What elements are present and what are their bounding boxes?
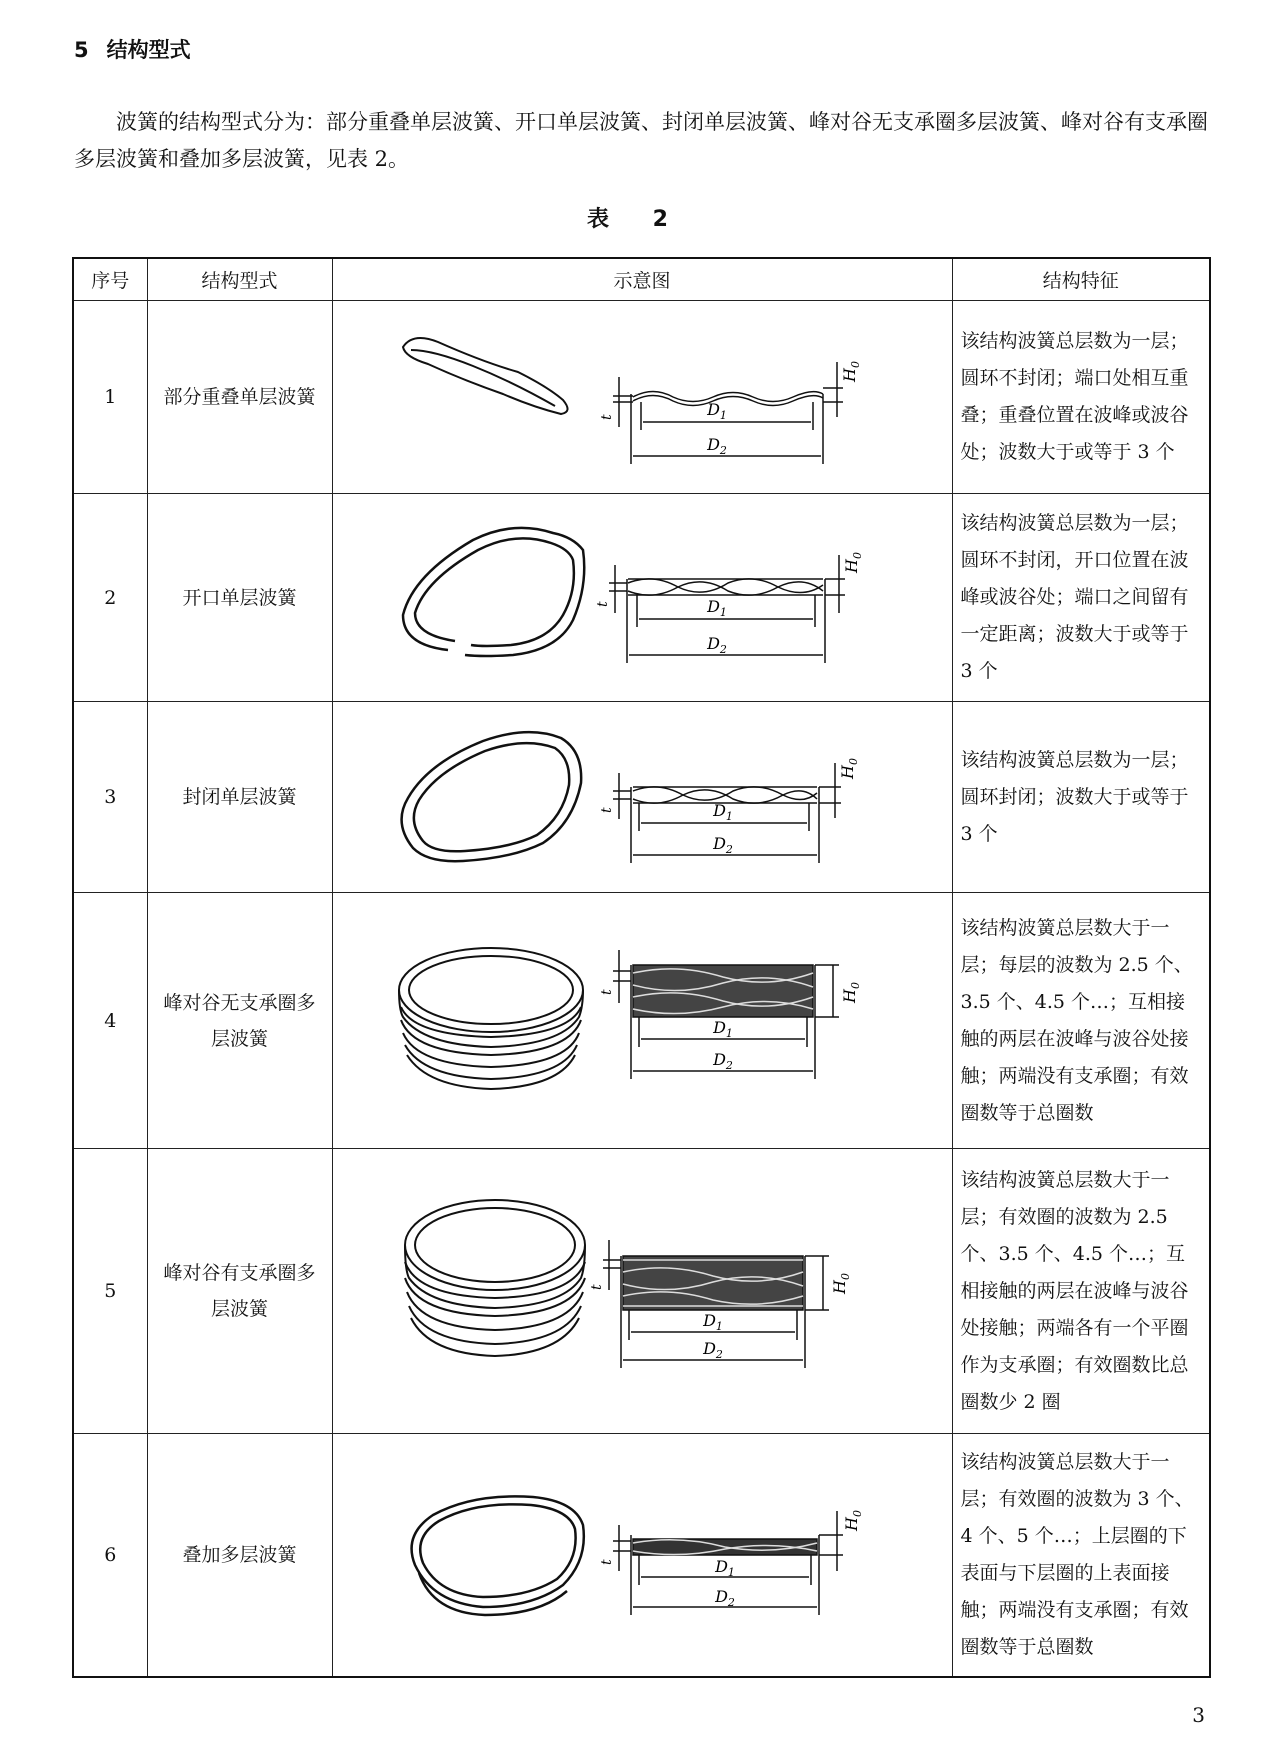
row-number: 4 [73, 893, 147, 1149]
section-number: 5 [74, 38, 89, 62]
d2-label: $D_2$ [712, 1049, 733, 1072]
row-number: 2 [73, 494, 147, 702]
thickness-label: t [588, 1284, 605, 1290]
structure-table [72, 257, 1211, 1678]
diagram-cell [332, 1434, 952, 1677]
intro-paragraph: 波簧的结构型式分为：部分重叠单层波簧、开口单层波簧、封闭单层波簧、峰对谷无支承圈多层波簧、峰对谷有支承圈多层波簧和叠加多层波簧，见表 2。 [74, 110, 1208, 171]
d2-label: $D_2$ [714, 1586, 735, 1609]
h0-label: $H_0$ [839, 361, 862, 382]
section-heading [74, 34, 191, 64]
thickness-label: t [598, 988, 615, 995]
table-row [73, 702, 1210, 893]
thickness-label: t [598, 807, 615, 813]
row-number: 5 [73, 1149, 147, 1434]
d1-label: $D_1$ [714, 1556, 735, 1579]
thickness-label: t [594, 601, 611, 607]
header-diagram: 示意图 [332, 258, 952, 301]
thickness-label: t [598, 1559, 615, 1565]
structure-feature: 该结构波簧总层数为一层；圆环不封闭；端口处相互重叠；重叠位置在波峰或波谷处；波数大于或等于 3 个 [952, 301, 1210, 494]
header-feature: 结构特征 [952, 258, 1210, 301]
row-number: 6 [73, 1434, 147, 1677]
structure-name: 开口单层波簧 [147, 494, 332, 702]
structure-name: 部分重叠单层波簧 [147, 301, 332, 494]
d2-label: $D_2$ [706, 634, 727, 656]
diagram-cell [332, 893, 952, 1149]
table-row [73, 301, 1210, 494]
closed-single-spring-diagram [333, 703, 951, 891]
table-row [73, 1434, 1210, 1677]
d1-label: $D_1$ [706, 400, 727, 422]
table-row [73, 1149, 1210, 1434]
structure-feature: 该结构波簧总层数大于一层；每层的波数为 2.5 个、3.5 个、4.5 个…；互相接触的两层在波峰与波谷处接触；两端没有支承圈；有效圈数等于总圈数 [952, 893, 1210, 1149]
d2-label: $D_2$ [706, 435, 727, 457]
thickness-label: t [598, 414, 615, 420]
multi-layer-no-support-diagram [333, 895, 951, 1147]
diagram-cell [332, 301, 952, 494]
structure-name: 封闭单层波簧 [147, 702, 332, 893]
h0-label: $H_0$ [829, 1273, 852, 1294]
h0-label: $H_0$ [841, 1509, 864, 1531]
structure-feature: 该结构波簧总层数为一层；圆环不封闭，开口位置在波峰或波谷处；端口之间留有一定距离；波数大于或等于 3 个 [952, 494, 1210, 702]
d1-label: $D_1$ [702, 1311, 723, 1333]
table-header-row [73, 258, 1210, 301]
page-number: 3 [1192, 1703, 1205, 1727]
d2-label: $D_2$ [712, 834, 733, 856]
h0-label: $H_0$ [841, 552, 864, 573]
row-number: 3 [73, 702, 147, 893]
d1-label: $D_1$ [712, 1017, 733, 1040]
header-structure: 结构型式 [147, 258, 332, 301]
structure-feature: 该结构波簧总层数大于一层；有效圈的波数为 2.5 个、3.5 个、4.5 个…；互相接触的两层在波峰与波谷处接触；两端各有一个平圈作为支承圈；有效圈数比总圈数少 2 圈 [952, 1149, 1210, 1434]
section-title: 结构型式 [106, 38, 191, 62]
d1-label: $D_1$ [706, 597, 727, 619]
diagram-cell [332, 494, 952, 702]
h0-label: $H_0$ [837, 758, 860, 779]
multi-layer-with-support-diagram [333, 1150, 951, 1432]
structure-feature: 该结构波簧总层数为一层；圆环封闭；波数大于或等于 3 个 [952, 702, 1210, 893]
diagram-cell [332, 1149, 952, 1434]
structure-feature: 该结构波簧总层数大于一层；有效圈的波数为 3 个、4 个、5 个…；上层圈的下表面与下层圈的上表面接触；两端没有支承圈；有效圈数等于总圈数 [952, 1434, 1210, 1677]
partial-overlap-spring-diagram [333, 302, 951, 492]
row-number: 1 [73, 301, 147, 494]
table-title: 表 2 [587, 207, 686, 232]
header-no: 序号 [73, 258, 147, 301]
d1-label: $D_1$ [712, 801, 733, 823]
table-row [73, 893, 1210, 1149]
structure-name: 峰对谷无支承圈多层波簧 [147, 893, 332, 1149]
diagram-cell [332, 702, 952, 893]
stacked-multi-layer-diagram [333, 1435, 951, 1675]
structure-name: 叠加多层波簧 [147, 1434, 332, 1677]
structure-name: 峰对谷有支承圈多层波簧 [147, 1149, 332, 1434]
h0-label: $H_0$ [839, 981, 862, 1003]
open-single-spring-diagram [333, 495, 951, 700]
d2-label: $D_2$ [702, 1339, 723, 1361]
table-row [73, 494, 1210, 702]
